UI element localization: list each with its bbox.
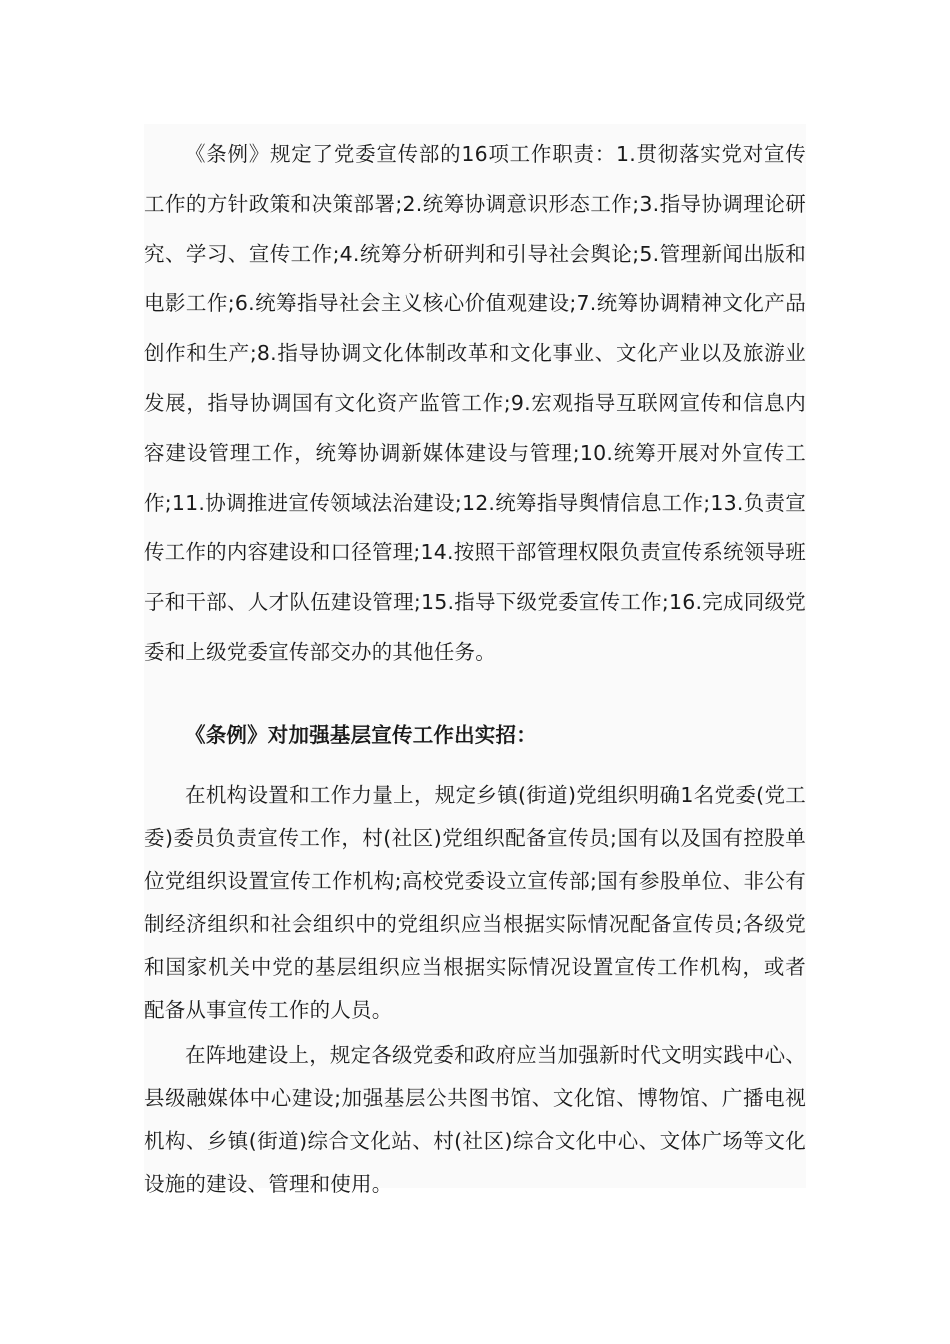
paragraph-facilities: 在阵地建设上，规定各级党委和政府应当加强新时代文明实践中心、县级融媒体中心建设;加强基层公共图书馆、文化馆、博物馆、广播电视机构、乡镇(街道)综合文化站、村(社区)综合文化中心、文体广场等文化设施的建设、管理和使用。: [144, 1043, 806, 1196]
paragraph-duties: 《条例》规定了党委宣传部的16项工作职责：1.贯彻落实党对宣传工作的方针政策和决策部署;2.统筹协调意识形态工作;3.指导协调理论研究、学习、宣传工作;4.统筹分析研判和引导社会舆论;5.管理新闻出版和电影工作;6.统筹指导社会主义核心价值观建设;7.统筹协调精神文化产品创作和生产;8.指导协调文化体制改革和文化事业、文化产业以及旅游业发展，指导协调国有文化资产监管工作;9.宏观指导互联网宣传和信息内容建设管理工作，统筹协调新媒体建设与管理;10.统筹开展对外宣传工作;11.协调推进宣传领域法治建设;12.统筹指导舆情信息工作;13.负责宣传工作的内容建设和口径管理;14.按照干部管理权限负责宣传系统领导班子和干部、人才队伍建设管理;15.指导下级党委宣传工作;16.完成同级党委和上级党委宣传部交办的其他任务。: [144, 142, 806, 664]
section-heading: 《条例》对加强基层宣传工作出实招：: [185, 723, 537, 747]
paragraph-organization: 在机构设置和工作力量上，规定乡镇(街道)党组织明确1名党委(党工委)委员负责宣传工作，村(社区)党组织配备宣传员;国有以及国有控股单位党组织设置宣传工作机构;高校党委设立宣传部;国有参股单位、非公有制经济组织和社会组织中的党组织应当根据实际情况配备宣传员;各级党和国家机关中党的基层组织应当根据实际情况设置宣传工作机构，或者配备从事宣传工作的人员。: [144, 783, 806, 1022]
document-page: [144, 124, 806, 1196]
